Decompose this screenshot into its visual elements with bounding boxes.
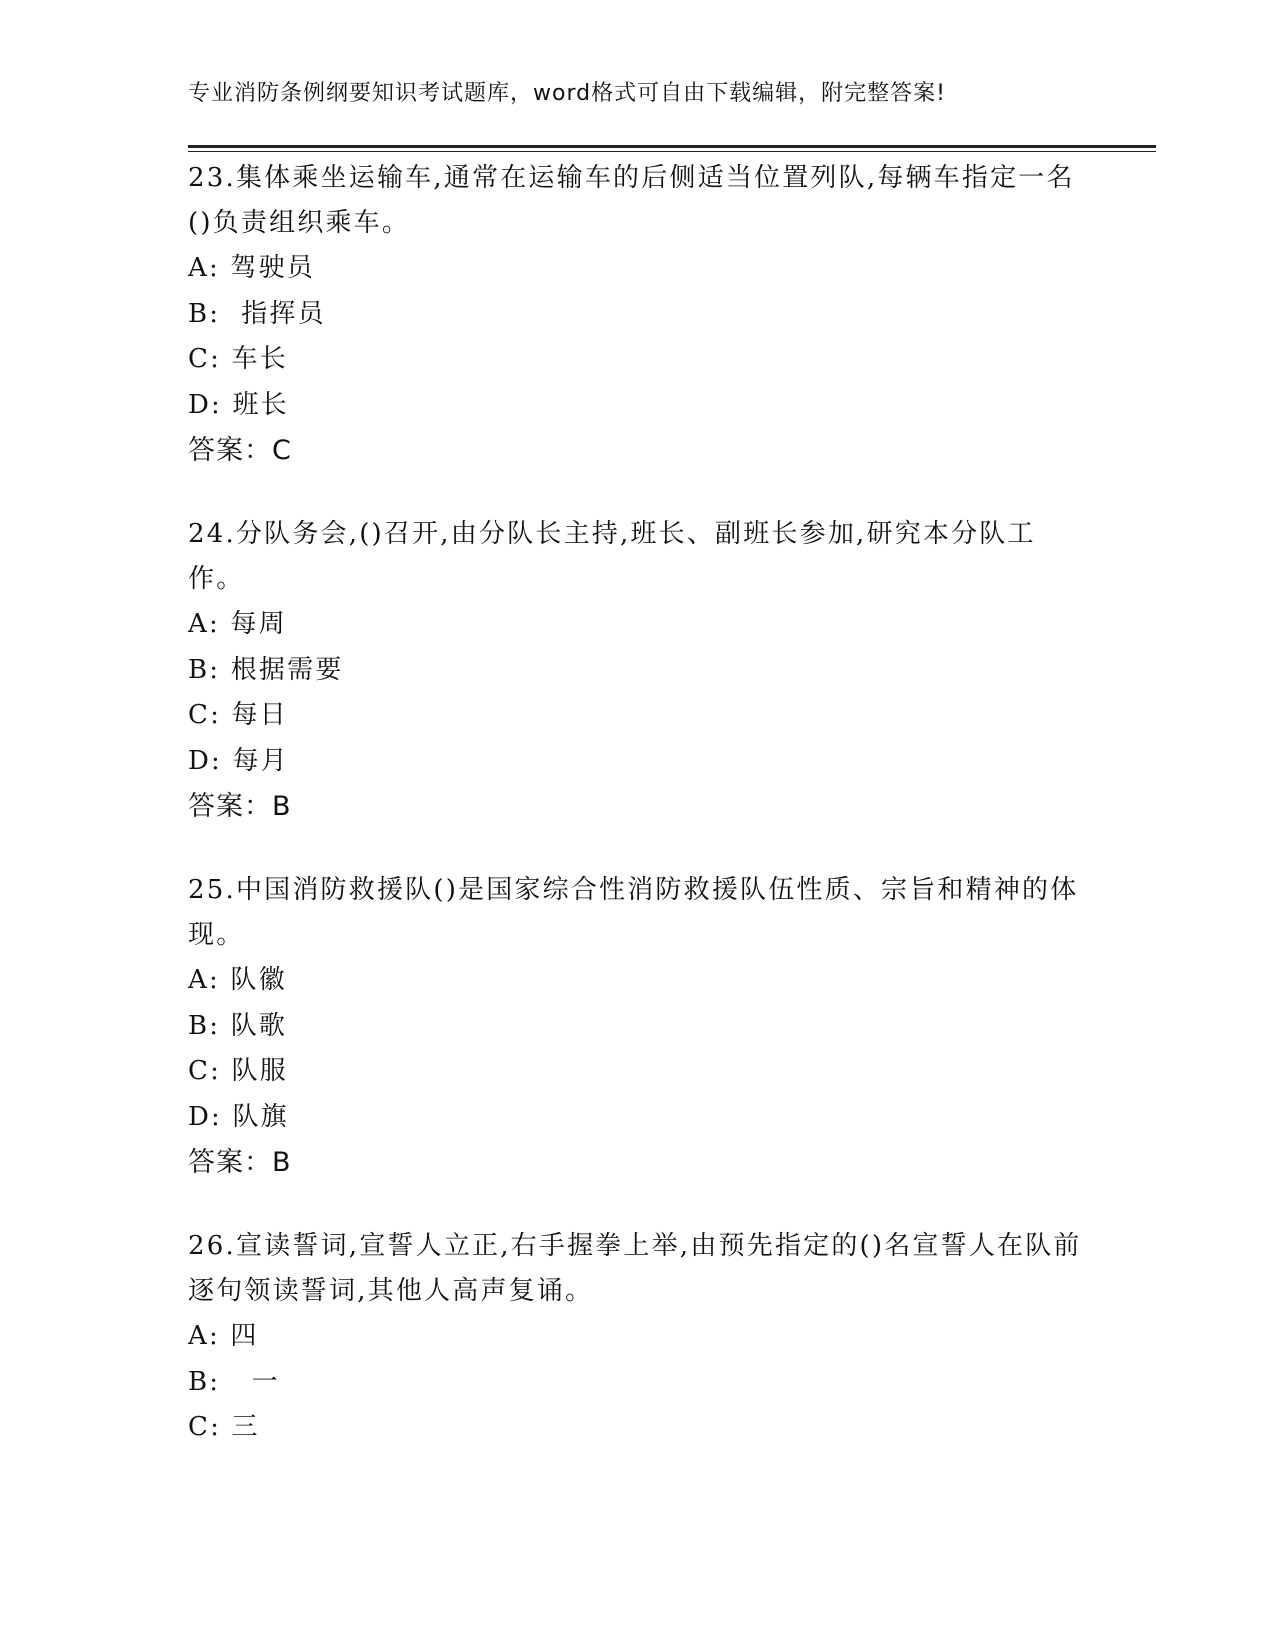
question-list: [188, 156, 1088, 1489]
answer: 答案：B: [188, 791, 292, 822]
option-b: B: 根据需要: [188, 654, 344, 685]
question-stem: 26.宣读誓词,宣誓人立正,右手握拳上举,由预先指定的()名宣誓人在队前逐句领读誓词,其他人高声复诵。: [188, 1231, 1082, 1306]
question-stem: 24.分队务会,()召开,由分队长主持,班长、副班长参加,研究本分队工作。: [188, 519, 1036, 594]
option-d: D: 每月: [188, 745, 289, 776]
question-25: [188, 868, 1088, 1186]
question-24: [188, 512, 1088, 830]
answer: 答案：C: [188, 435, 292, 466]
question-26: [188, 1224, 1088, 1451]
option-a: A: 队徽: [188, 965, 287, 995]
option-c: C: 三: [188, 1412, 260, 1442]
option-c: C: 每日: [188, 700, 288, 730]
option-c: C: 队服: [188, 1056, 288, 1086]
question-stem: 23.集体乘坐运输车,通常在运输车的后侧适当位置列队,每辆车指定一名()负责组织乘车。: [188, 163, 1075, 238]
option-a: A: 四: [188, 1321, 259, 1351]
header-rule-thick: [188, 145, 1156, 148]
answer: 答案：B: [188, 1147, 292, 1178]
question-23: [188, 156, 1088, 474]
option-d: D: 队旗: [188, 1101, 289, 1132]
option-b: B: 一: [188, 1366, 280, 1397]
header-rule-thin: [188, 151, 1156, 152]
option-b: B: 指挥员: [188, 298, 326, 329]
option-c: C: 车长: [188, 344, 288, 374]
option-a: A: 每周: [188, 609, 287, 639]
option-d: D: 班长: [188, 389, 289, 420]
document-header: 专业消防条例纲要知识考试题库，word格式可自由下载编辑，附完整答案!: [188, 81, 946, 106]
question-stem: 25.中国消防救援队()是国家综合性消防救援队伍性质、宗旨和精神的体现。: [188, 875, 1079, 950]
option-a: A: 驾驶员: [188, 253, 316, 283]
option-b: B: 队歌: [188, 1010, 288, 1041]
